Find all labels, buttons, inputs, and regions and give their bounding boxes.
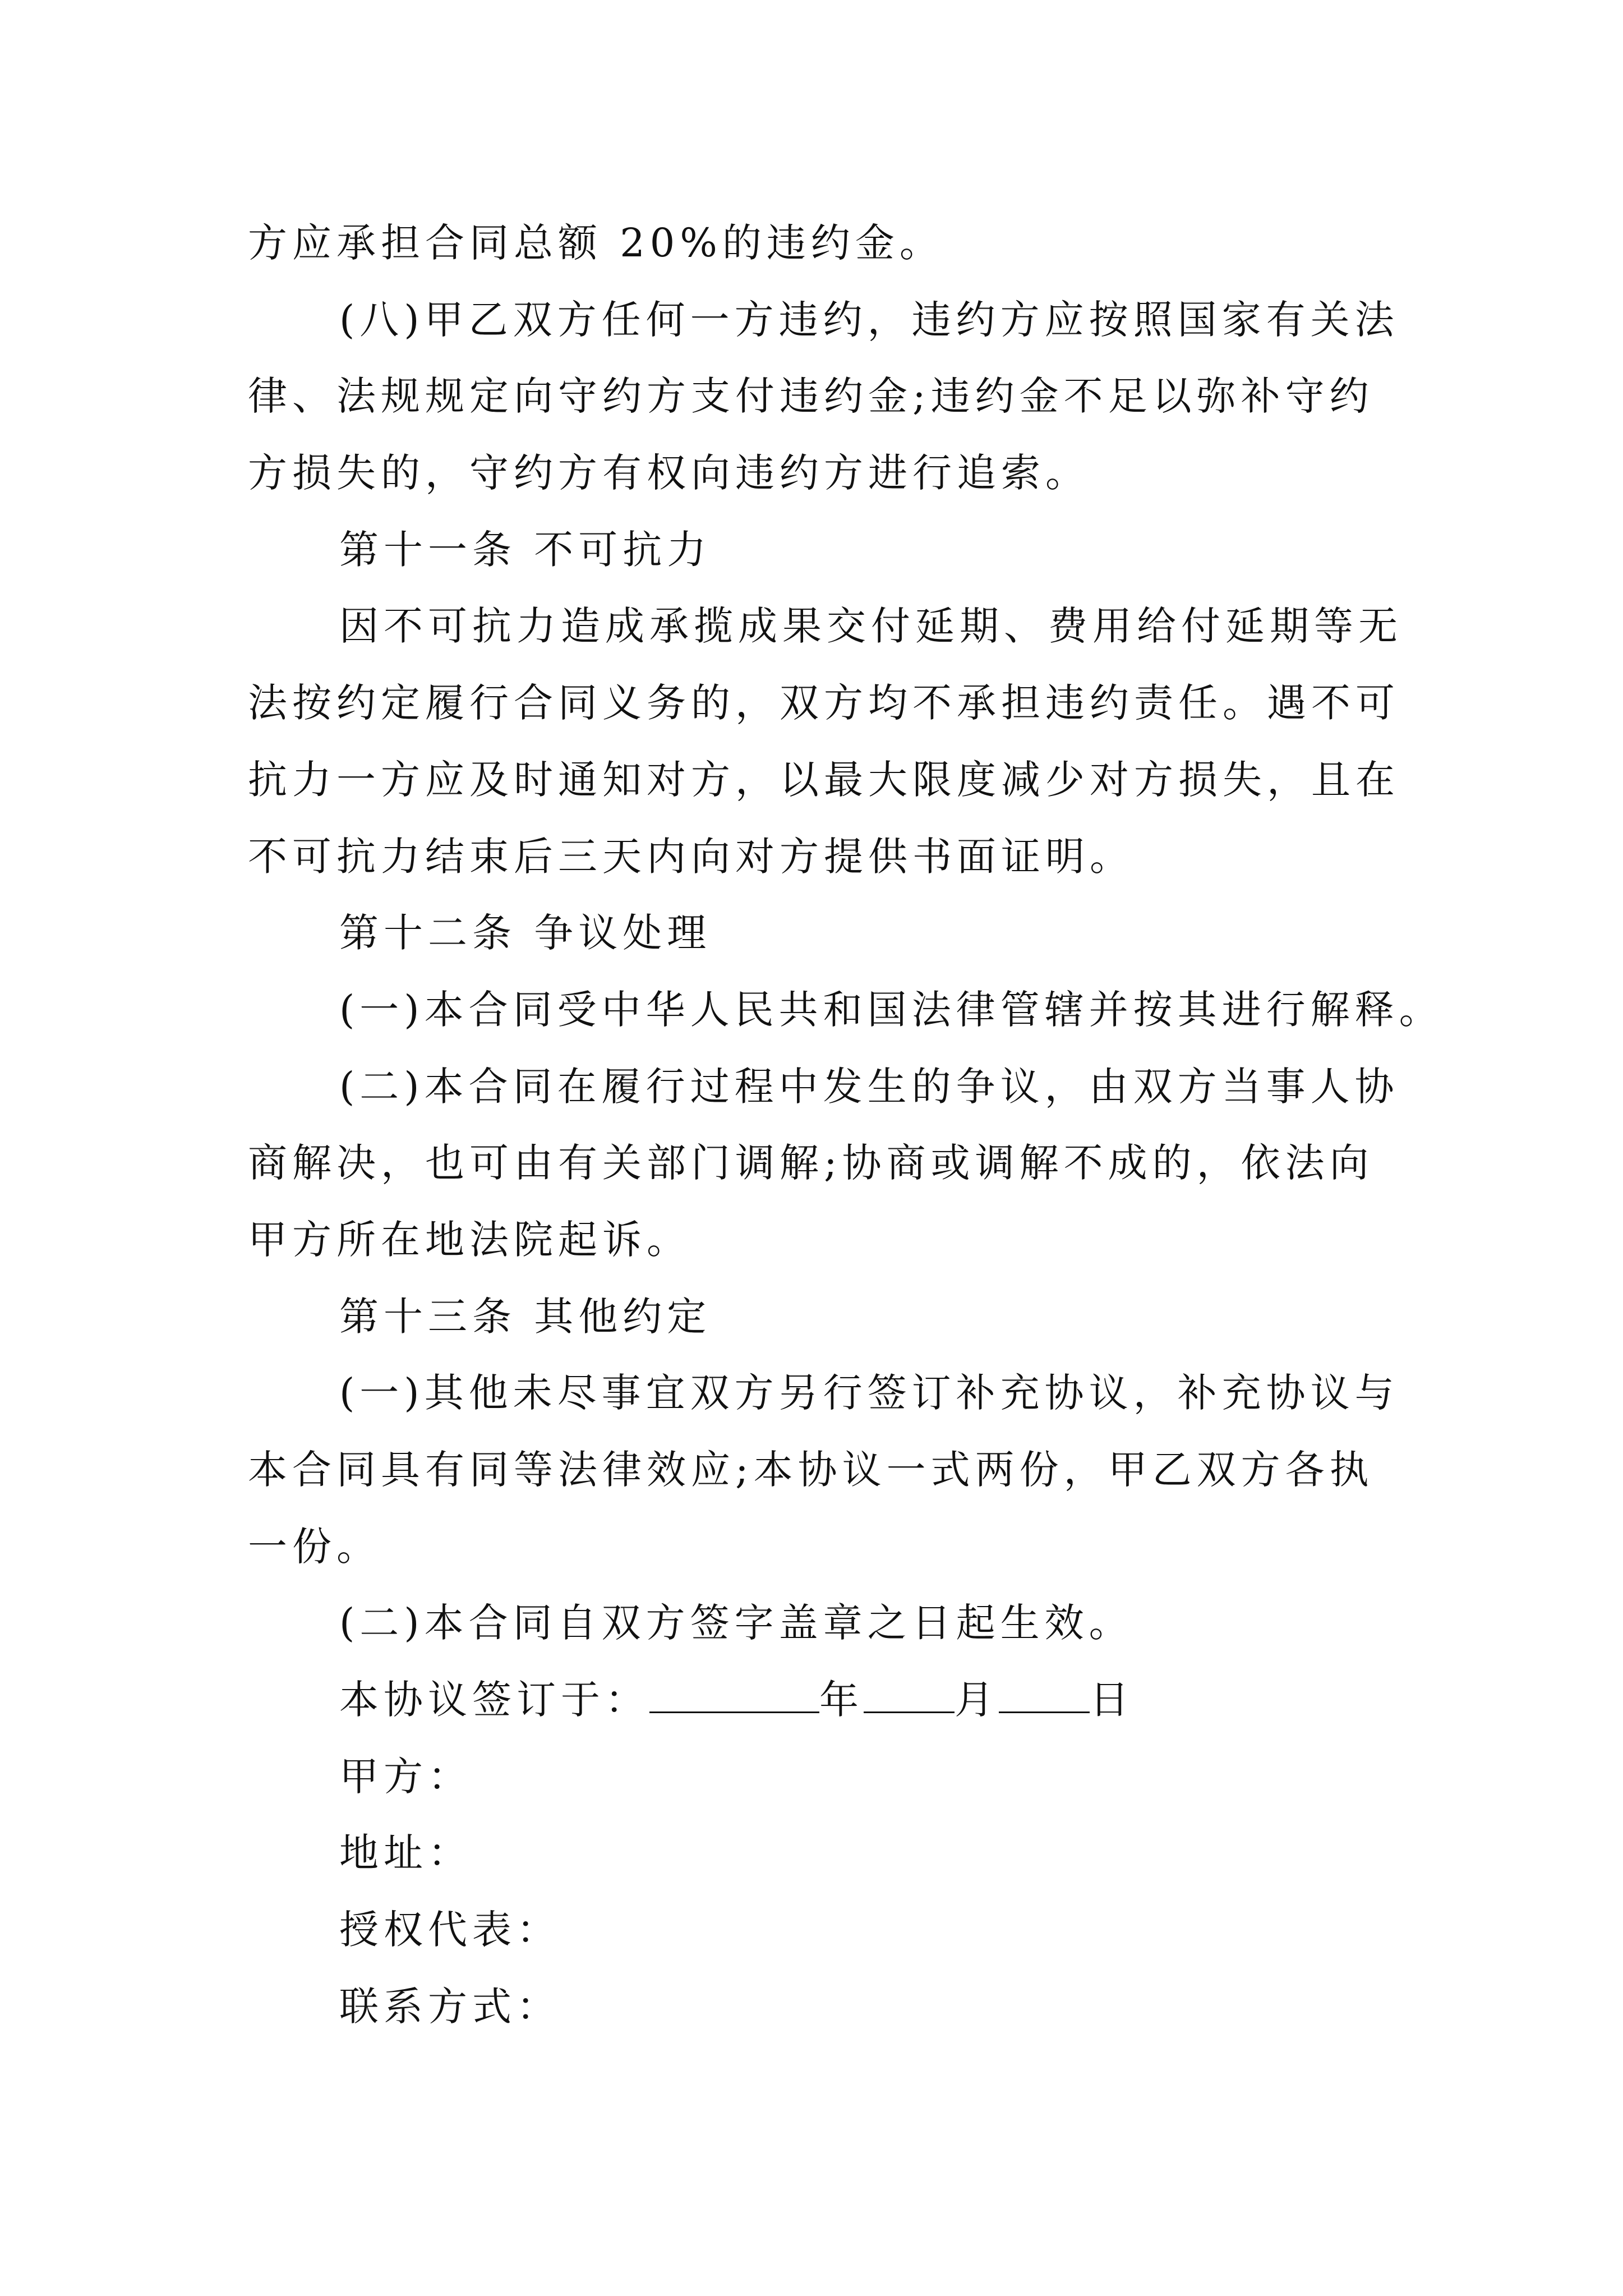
contract-text <box>248 205 1444 2045</box>
text-line: 一份。 <box>248 1523 381 1570</box>
party-a-field: 甲方： <box>339 1753 472 1800</box>
day-label: 日 <box>1090 1677 1134 1723</box>
text-line: (一)其他未尽事宜双方另行签订补充协议，补充协议与 <box>339 1370 1399 1416</box>
day-blank <box>999 1673 1090 1713</box>
text-line: 本合同具有同等法律效应;本协议一式两份，甲乙双方各执 <box>248 1447 1374 1493</box>
article-heading: 第十一条 不可抗力 <box>339 526 712 573</box>
text-line: (二)本合同自双方签字盖章之日起生效。 <box>339 1600 1133 1646</box>
text-line: (一)本合同受中华人民共和国法律管辖并按其进行解释。 <box>339 986 1444 1033</box>
text-line: 方应承担合同总额 20%的违约金。 <box>248 220 944 266</box>
text-line: 商解决，也可由有关部门调解;协商或调解不成的，依法向 <box>248 1140 1374 1186</box>
text-line: 法按约定履行合同义务的，双方均不承担违约责任。遇不可 <box>248 680 1400 726</box>
text-line: 因不可抗力造成承揽成果交付延期、费用给付延期等无 <box>339 603 1403 650</box>
article-heading: 第十三条 其他约定 <box>339 1293 712 1340</box>
signing-date-line <box>248 1662 1384 1738</box>
year-blank <box>649 1673 819 1713</box>
text-line: 甲方所在地法院起诉。 <box>248 1216 691 1263</box>
text-line: 不可抗力结束后三天内向对方提供书面证明。 <box>248 833 1134 880</box>
text-line: 方损失的，守约方有权向违约方进行追索。 <box>248 450 1090 496</box>
article-heading: 第十二条 争议处理 <box>339 910 712 956</box>
month-blank <box>864 1673 955 1713</box>
text-line: (二)本合同在履行过程中发生的争议，由双方当事人协 <box>339 1063 1399 1110</box>
signing-date-label: 本协议签订于： <box>339 1677 649 1723</box>
text-line: (八)甲乙双方任何一方违约，违约方应按照国家有关法 <box>339 296 1399 343</box>
authorized-representative-field: 授权代表： <box>339 1907 561 1953</box>
month-label: 月 <box>955 1677 999 1723</box>
year-label: 年 <box>819 1677 864 1723</box>
text-line: 律、法规规定向守约方支付违约金;违约金不足以弥补守约 <box>248 373 1374 420</box>
contact-field: 联系方式： <box>339 1983 561 2030</box>
address-field: 地址： <box>339 1830 472 1876</box>
text-line: 抗力一方应及时通知对方，以最大限度减少对方损失，且在 <box>248 756 1400 803</box>
